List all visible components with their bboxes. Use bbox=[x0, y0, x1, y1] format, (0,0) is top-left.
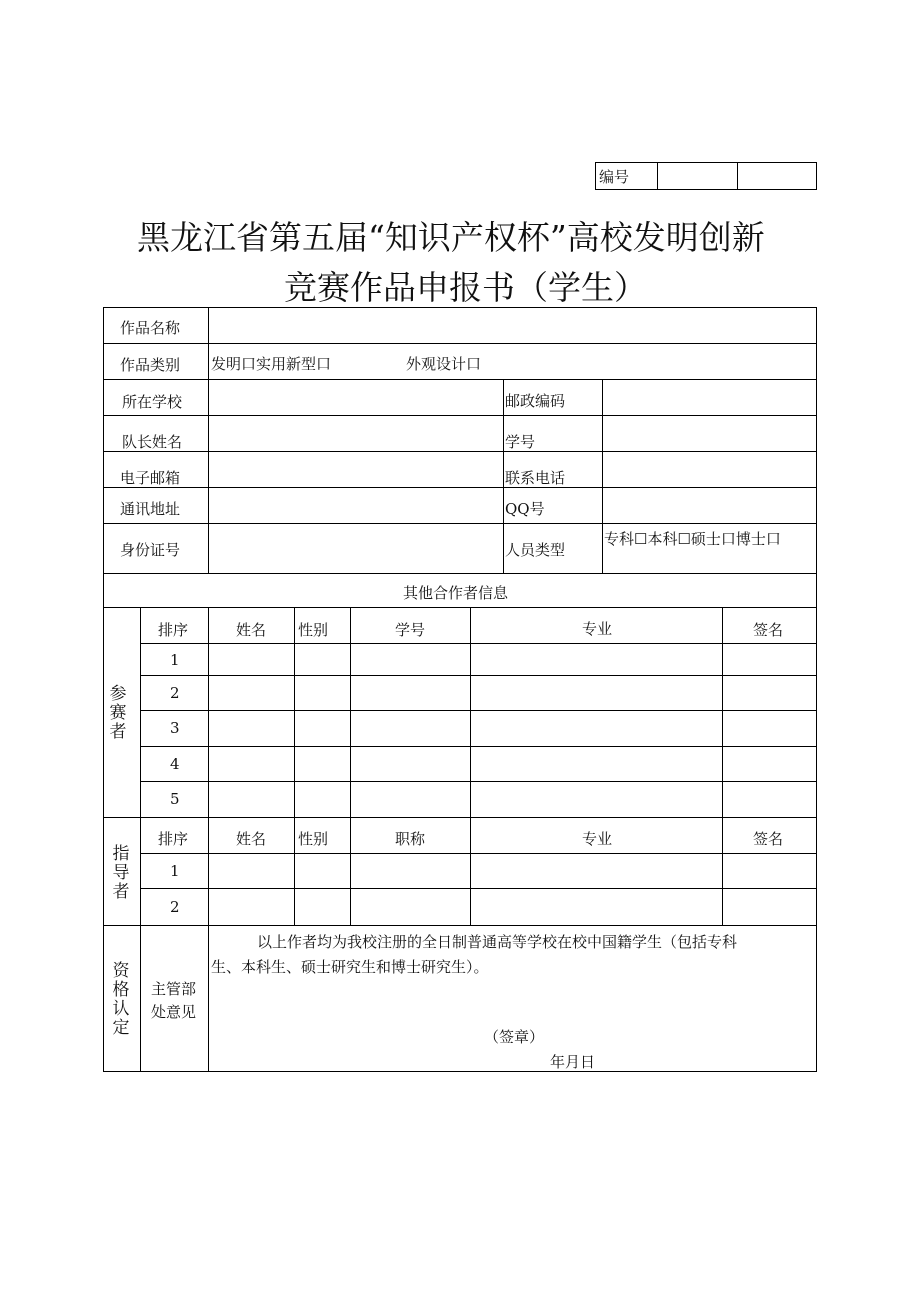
participants-side-label-2: 赛 bbox=[109, 703, 127, 723]
col-line bbox=[602, 379, 603, 573]
person-type-options[interactable]: 专科☐本科☐硕士口博士口 bbox=[604, 530, 781, 548]
advisors-header-title: 职称 bbox=[395, 830, 426, 848]
work-category-label: 作品类别 bbox=[120, 356, 181, 374]
row-line bbox=[103, 607, 817, 608]
qq-input[interactable] bbox=[604, 489, 815, 521]
serial-value-2[interactable] bbox=[738, 163, 816, 189]
participant-row-number: 2 bbox=[170, 684, 180, 702]
col-line bbox=[350, 607, 351, 925]
id-card-label: 身份证号 bbox=[120, 541, 181, 559]
row-line bbox=[103, 573, 817, 574]
row-line bbox=[103, 487, 817, 488]
participants-header-student-id: 学号 bbox=[395, 621, 426, 639]
col-line bbox=[470, 607, 471, 925]
participant-row-number: 4 bbox=[170, 755, 180, 773]
qualification-side-label-4: 定 bbox=[112, 1018, 130, 1038]
school-label: 所在学校 bbox=[122, 393, 183, 411]
qualification-side-label-3: 认 bbox=[112, 999, 130, 1019]
col-line bbox=[208, 307, 209, 573]
serial-value-1[interactable] bbox=[658, 163, 737, 189]
row-line bbox=[140, 888, 817, 889]
participants-header-order: 排序 bbox=[158, 621, 189, 639]
advisors-side-label-3: 者 bbox=[112, 882, 130, 902]
date-label: 年月日 bbox=[550, 1053, 596, 1071]
advisors-header-name: 姓名 bbox=[236, 830, 267, 848]
qualification-side-label-2: 格 bbox=[112, 980, 130, 1000]
dept-opinion-label-line2: 处意见 bbox=[151, 1003, 197, 1021]
work-category-options-b[interactable]: 外观设计口 bbox=[406, 355, 482, 373]
participant-row-number: 5 bbox=[170, 790, 180, 808]
row-line bbox=[103, 379, 817, 380]
row-line bbox=[103, 523, 817, 524]
row-line bbox=[140, 710, 817, 711]
participants-header-signature: 签名 bbox=[753, 621, 784, 639]
row-line bbox=[140, 853, 817, 854]
work-name-input[interactable] bbox=[210, 309, 815, 341]
address-input[interactable] bbox=[210, 489, 502, 521]
col-line bbox=[140, 607, 141, 1072]
qualification-statement-line1: 以上作者均为我校注册的全日制普通高等学校在校中国籍学生（包括专科 bbox=[257, 933, 738, 951]
phone-input[interactable] bbox=[604, 453, 815, 485]
advisors-header-major: 专业 bbox=[582, 830, 613, 848]
col-line bbox=[208, 607, 209, 925]
seal-label: （签章） bbox=[484, 1028, 545, 1046]
participants-header-major: 专业 bbox=[582, 620, 613, 638]
participants-header-name: 姓名 bbox=[236, 621, 267, 639]
advisor-row-number: 2 bbox=[170, 898, 180, 916]
row-line bbox=[103, 343, 817, 344]
participants-side-label-3: 者 bbox=[109, 722, 127, 742]
advisors-side-label-2: 导 bbox=[112, 863, 130, 883]
row-line bbox=[140, 675, 817, 676]
row-line bbox=[103, 817, 817, 818]
school-input[interactable] bbox=[210, 381, 502, 413]
dept-opinion-label-line1: 主管部 bbox=[151, 980, 197, 998]
advisors-header-gender: 性别 bbox=[298, 830, 329, 848]
id-card-input[interactable] bbox=[210, 525, 502, 571]
email-input[interactable] bbox=[210, 453, 502, 485]
person-type-label: 人员类型 bbox=[505, 541, 566, 559]
advisors-side-label-1: 指 bbox=[112, 844, 130, 864]
qualification-statement-line2: 生、本科生、硕士研究生和博士研究生）。 bbox=[211, 958, 489, 976]
qualification-side-label-1: 资 bbox=[112, 961, 130, 981]
advisor-row-number: 1 bbox=[170, 862, 180, 880]
postal-code-input[interactable] bbox=[604, 381, 815, 413]
work-name-label: 作品名称 bbox=[120, 319, 181, 337]
col-line bbox=[294, 607, 295, 925]
col-line bbox=[722, 607, 723, 925]
row-line bbox=[140, 746, 817, 747]
work-category-options-a[interactable]: 发明口实用新型口 bbox=[211, 355, 332, 373]
address-label: 通讯地址 bbox=[120, 500, 181, 518]
phone-label: 联系电话 bbox=[505, 469, 566, 487]
row-line bbox=[140, 643, 817, 644]
row-line bbox=[103, 415, 817, 416]
row-line bbox=[103, 451, 817, 452]
row-line bbox=[140, 781, 817, 782]
advisors-header-signature: 签名 bbox=[753, 830, 784, 848]
col-line bbox=[208, 925, 209, 1072]
participant-row-number: 3 bbox=[170, 719, 180, 737]
participants-side-label-1: 参 bbox=[109, 684, 127, 704]
captain-name-label: 队长姓名 bbox=[122, 433, 183, 451]
row-line bbox=[103, 925, 817, 926]
other-collaborators-heading: 其他合作者信息 bbox=[403, 584, 509, 602]
page-title-line2: 竞赛作品申报书（学生） bbox=[284, 268, 647, 307]
student-id-label: 学号 bbox=[505, 433, 536, 451]
participant-row-number: 1 bbox=[170, 651, 180, 669]
captain-name-input[interactable] bbox=[210, 417, 502, 449]
participants-header-gender: 性别 bbox=[298, 621, 329, 639]
advisors-header-order: 排序 bbox=[158, 830, 189, 848]
serial-label: 编号 bbox=[599, 168, 630, 186]
qq-label: QQ号 bbox=[505, 500, 545, 518]
email-label: 电子邮箱 bbox=[120, 469, 181, 487]
col-line bbox=[503, 379, 504, 573]
postal-code-label: 邮政编码 bbox=[505, 392, 566, 410]
page-title-line1: 黑龙江省第五届“知识产权杯”高校发明创新 bbox=[137, 218, 765, 257]
student-id-input[interactable] bbox=[604, 417, 815, 449]
